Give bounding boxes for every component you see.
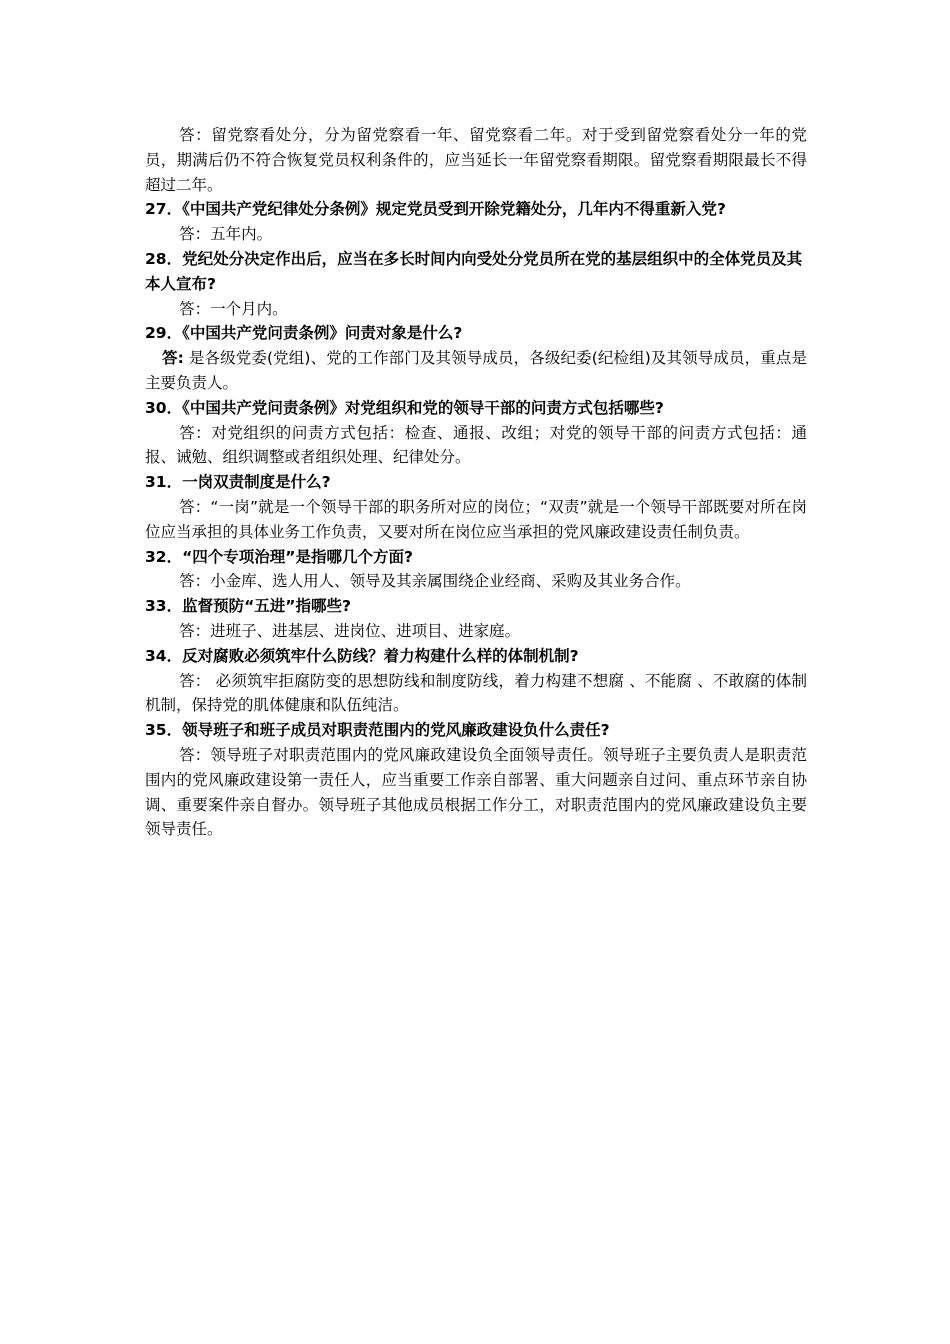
question-text: 29．《中国共产党问责条例》问责对象是什么?	[145, 324, 463, 343]
question-text: 31．一岗双责制度是什么?	[145, 473, 331, 492]
qa-item-32	[145, 545, 807, 595]
question-text: 34．反对腐败必须筑牢什么防线？着力构建什么样的体制机制?	[145, 646, 579, 665]
answer-text: 答：领导班子对职责范围内的党风廉政建设负全面领导责任。领导班子主要负责人是职责范围内的党风廉政建设第一责任人，应当重要工作亲自部署、重大问题亲自过问、重点环节亲自协调、重要案件亲自督办。领导班子其他成员根据工作分工，对职责范围内的党风廉政建设负主要领导责任。	[145, 745, 807, 839]
answer-lead: 答:	[162, 349, 184, 368]
question-text: 35．领导班子和班子成员对职责范围内的党风廉政建设负什么责任?	[145, 721, 610, 740]
question-text: 33．监督预防“五进”指哪些?	[145, 597, 351, 616]
qa-item-33	[145, 594, 807, 644]
answer-text: 答：小金库、选人用人、领导及其亲属围绕企业经商、采购及其业务合作。	[179, 572, 691, 591]
answer-paragraph	[145, 346, 807, 396]
answer-text: 答：对党组织的问责方式包括：检查、通报、改组；对党的领导干部的问责方式包括：通报、诫勉、组织调整或者组织处理、纪律处分。	[145, 423, 807, 467]
answer-text: 答：进班子、进基层、进岗位、进项目、进家庭。	[179, 621, 521, 640]
qa-item-26-continued	[145, 123, 807, 197]
qa-item-28	[145, 247, 807, 321]
qa-item-27	[145, 197, 807, 247]
qa-item-29	[145, 321, 807, 395]
answer-text: 答：一个月内。	[179, 299, 288, 318]
question-text: 30．《中国共产党问责条例》对党组织和党的领导干部的问责方式包括哪些?	[145, 398, 664, 417]
question-text: 32．“四个专项治理”是指哪几个方面?	[145, 547, 413, 566]
qa-item-35	[145, 718, 807, 842]
qa-item-34	[145, 644, 807, 718]
answer-text: 答：留党察看处分，分为留党察看一年、留党察看二年。对于受到留党察看处分一年的党员，期满后仍不符合恢复党员权利条件的，应当延长一年留党察看期限。留党察看期限最长不得超过二年。	[145, 126, 807, 194]
question-text: 27．《中国共产党纪律处分条例》规定党员受到开除党籍处分，几年内不得重新入党?	[145, 200, 726, 219]
answer-text: 答： 必须筑牢拒腐防变的思想防线和制度防线，着力构建不想腐 、不能腐 、不敢腐的体制机制，保持党的肌体健康和队伍纯洁。	[145, 671, 807, 715]
qa-content	[145, 123, 807, 842]
question-text: 28．党纪处分决定作出后，应当在多长时间内向受处分党员所在党的基层组织中的全体党员及其本人宣布?	[145, 249, 803, 293]
qa-item-31	[145, 470, 807, 544]
answer-text: 答：“一岗”就是一个领导干部的职务所对应的岗位；“双责”就是一个领导干部既要对所在岗位应当承担的具体业务工作负责，又要对所在岗位应当承担的党风廉政建设责任制负责。	[145, 497, 807, 541]
answer-text: 答：五年内。	[179, 225, 273, 244]
answer-text: 是各级党委(党组)、党的工作部门及其领导成员，各级纪委(纪检组)及其领导成员，重点是主要负责人。	[145, 349, 807, 392]
qa-item-30	[145, 396, 807, 470]
